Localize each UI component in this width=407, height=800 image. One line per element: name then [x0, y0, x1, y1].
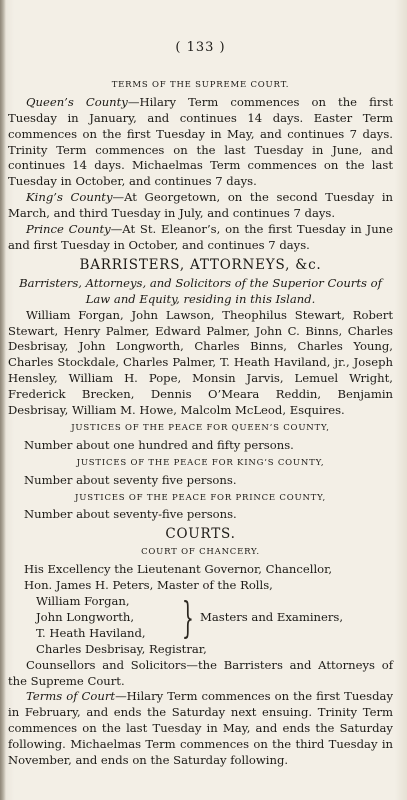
masters-label: Masters and Examiners, [200, 609, 344, 624]
justices-prince-text: Number about seventy-five persons. [24, 507, 237, 522]
terms-of-court-text: —Hilary Term commences on the first Tuesday in February, and ends the Saturday next ensuing. Trinity Term commences on the last Tuesday in May, and ends the Saturday following. Michaelmas Term commences on the third Tuesday in November, and ends on the Saturday following. [8, 689, 393, 768]
barristers-names: William Forgan, John Lawson, Theophilus Stewart, Robert Stewart, Henry Palmer, Edward Palmer, John C. Binns, Charles Desbrisay, John Longworth, Charles Binns, Charles Young, Charles Stockdale, Charles Palmer, T. Heath Haviland, jr., Joseph Hensley, William H. Pope, Monsin Jarvis, Lemuel Wright, Frederick Brecken, Dennis O’Meara Reddin, Benjamin Desbrisay, William M. Howe, Malcolm McLeod, Esquires. [8, 307, 393, 418]
prince-county-terms [8, 222, 393, 254]
terms-of-court-label: Terms of Court [26, 689, 116, 704]
registrar-line: Charles Desbrisay, Registrar, [36, 641, 207, 656]
terms-of-court [8, 689, 393, 769]
master-name: T. Heath Haviland, [36, 625, 146, 640]
chancery-heading: COURT OF CHANCERY. [141, 547, 260, 558]
spine-shadow [0, 0, 6, 800]
supreme-court-heading: TERMS OF THE SUPREME COURT. [111, 79, 290, 90]
queens-county-text: —Hilary Term commences on the first Tuesday in January, and continues 14 days. Easter Term commences on the first Tuesday in May, and continues 7 days. Trinity Term commences on the last Tuesday in June, and continues 14 days. Michaelmas Term commences on the last Tuesday in October, and continues 7 days. [8, 94, 393, 189]
kings-county-terms [8, 190, 393, 222]
page-content [8, 40, 393, 769]
justices-kings-text: Number about seventy five persons. [24, 472, 237, 487]
masters-names [36, 594, 178, 642]
prince-county-label: Prince County [26, 222, 111, 237]
justices-prince-heading: JUSTICES OF THE PEACE FOR PRINCE COUNTY, [75, 492, 326, 503]
master-name: William Forgan, [36, 594, 130, 608]
courts-heading: COURTS. [165, 526, 236, 543]
master-name: John Longworth, [36, 609, 135, 624]
masters-block [8, 594, 393, 642]
chancellor-line: His Excellency the Lieutenant Governor, Chancellor, [24, 562, 333, 577]
queens-county-terms [8, 95, 393, 190]
justices-queens-text: Number about one hundred and fifty persons. [24, 437, 294, 452]
master-of-rolls-line: Hon. James H. Peters, Master of the Rolls, [24, 578, 273, 593]
queens-county-label: Queen’s County [26, 94, 128, 109]
barristers-heading: BARRISTERS, ATTORNEYS, &c. [79, 256, 322, 273]
kings-county-label: King’s County [26, 190, 113, 205]
barristers-subheading: Barristers, Attorneys, and Solicitors of the Superior Courts of Law and Equity, residing in this Island. [19, 275, 382, 306]
prince-county-text: —At St. Eleanor’s, on the first Tuesday in June and first Tuesday in October, and continues 7 days. [8, 222, 393, 252]
brace-glyph: } [181, 592, 194, 642]
counsellors-line: Counsellors and Solicitors—the Barristers and Attorneys of the Supreme Court. [8, 657, 393, 688]
justices-queens-heading: JUSTICES OF THE PEACE FOR QUEEN’S COUNTY, [71, 422, 330, 433]
kings-county-text: —At Georgetown, on the second Tuesday in March, and third Tuesday in July, and continues 7 days. [8, 190, 393, 221]
justices-kings-heading: JUSTICES OF THE PEACE FOR KING’S COUNTY, [76, 457, 325, 468]
page-number: ( 133 ) [175, 40, 226, 55]
